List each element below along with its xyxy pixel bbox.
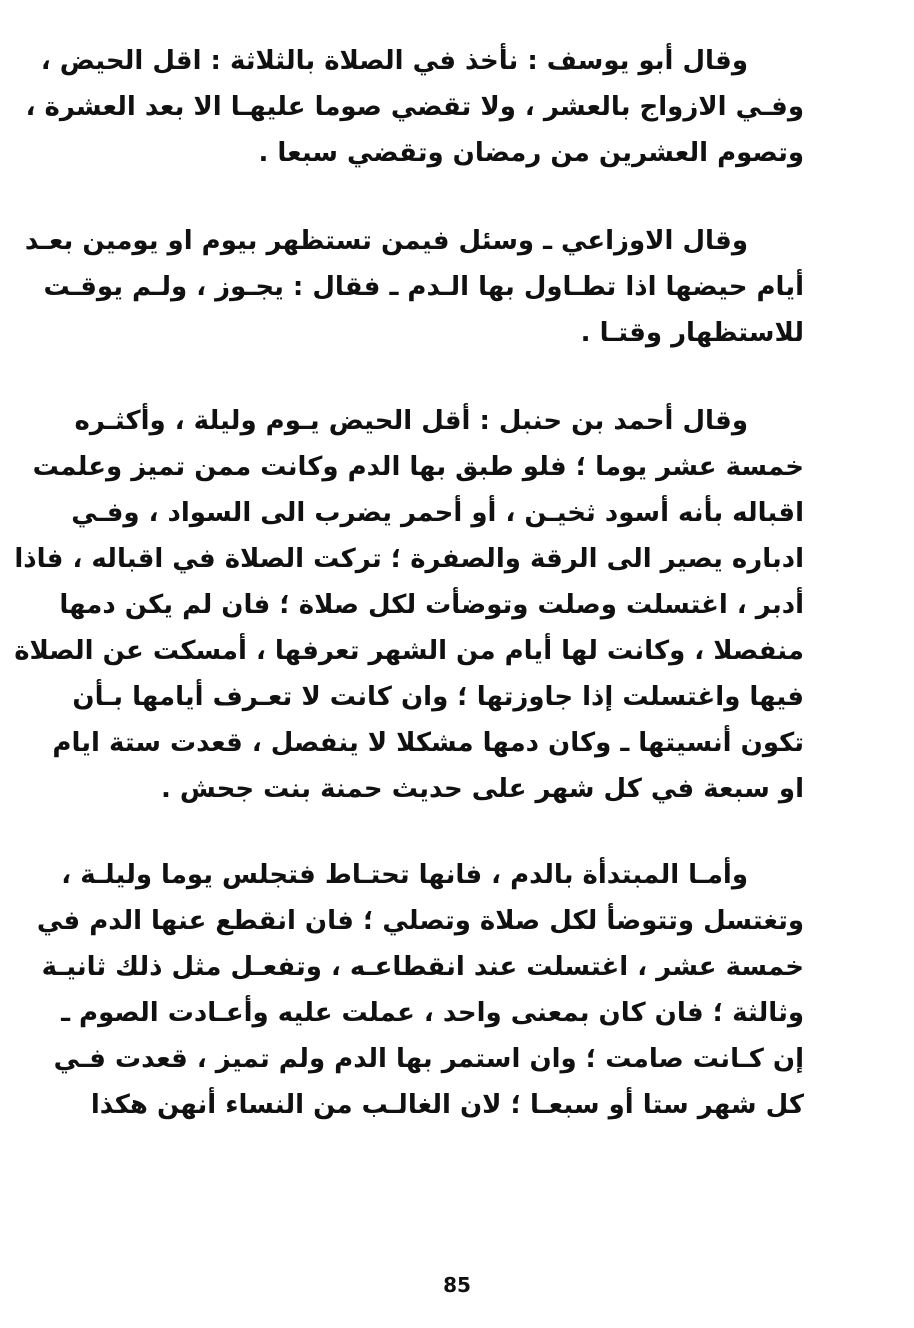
text-line: وقال الاوزاعي ـ وسئل فيمن تستظهر بيوم او يومين بعـد	[24, 226, 748, 256]
text-line: وقال أبو يوسف : نأخذ في الصلاة بالثلاثة : اقل الحيض ،	[40, 46, 748, 76]
text-line: خمسة عشر ، اغتسلت عند انقطاعـه ، وتفعـل مثل ذلك ثانيـة	[41, 952, 804, 982]
text-line: وقال أحمد بن حنبل : أقل الحيض يـوم وليلة ، وأكثـره	[74, 406, 748, 436]
paragraph-awzai	[24, 218, 804, 356]
text-line: أيام حيضها اذا تطـاول بها الـدم ـ فقال : يجـوز ، ولـم يوقـت	[43, 272, 804, 302]
text-line: للاستظهار وقتـا .	[580, 318, 804, 348]
text-line: فيها واغتسلت إذا جاوزتها ؛ وان كانت لا تعـرف أيامها بـأن	[72, 682, 804, 712]
text-line: وتصوم العشرين من رمضان وتقضي سبعا .	[258, 138, 804, 168]
text-line: تكون أنسيتها ـ وكان دمها مشكلا لا ينفصل ، قعدت ستة ايام	[52, 728, 804, 758]
text-line: او سبعة في كل شهر على حديث حمنة بنت جحش .	[160, 774, 804, 804]
paragraph-gap	[162, 356, 804, 398]
text-line: إن كـانت صامت ؛ وان استمر بها الدم ولم تميز ، قعدت فـي	[53, 1044, 804, 1074]
paragraph-gap	[162, 176, 804, 218]
text-line: أدبر ، اغتسلت وصلت وتوضأت لكل صلاة ؛ فان لم يكن دمها	[59, 590, 804, 620]
text-line: اقباله بأنه أسود ثخيـن ، أو أحمر يضرب الى السواد ، وفـي	[71, 498, 804, 528]
text-line: وأمـا المبتدأة بالدم ، فانها تحتـاط فتجلس يوما وليلـة ،	[61, 860, 748, 890]
text-line: كل شهر ستا أو سبعـا ؛ لان الغالـب من النساء أنهن هكذا	[90, 1090, 804, 1120]
text-line: ادباره يصير الى الرقة والصفرة ؛ تركت الصلاة في اقباله ، فاذا	[14, 544, 804, 574]
text-line: منفصلا ، وكانت لها أيام من الشهر تعرفها ، أمسكت عن الصلاة	[14, 636, 804, 666]
text-line: وثالثة ؛ فان كان بمعنى واحد ، عملت عليه وأعـادت الصوم ـ	[61, 998, 804, 1028]
paragraph-ahmad-ibn-hanbal	[14, 398, 804, 812]
text-line: وفـي الازواج بالعشر ، ولا تقضي صوما عليهـا الا بعد العشرة ،	[25, 92, 804, 122]
paragraph-abu-yusuf	[25, 38, 804, 176]
body-text	[14, 38, 804, 1128]
paragraph-gap	[162, 812, 804, 852]
page-number: 85	[443, 1273, 471, 1297]
paragraph-mubtadaa	[36, 852, 804, 1128]
text-line: وتغتسل وتتوضأ لكل صلاة وتصلي ؛ فان انقطع عنها الدم في	[36, 906, 804, 936]
text-line: خمسة عشر يوما ؛ فلو طبق بها الدم وكانت ممن تميز وعلمت	[32, 452, 804, 482]
